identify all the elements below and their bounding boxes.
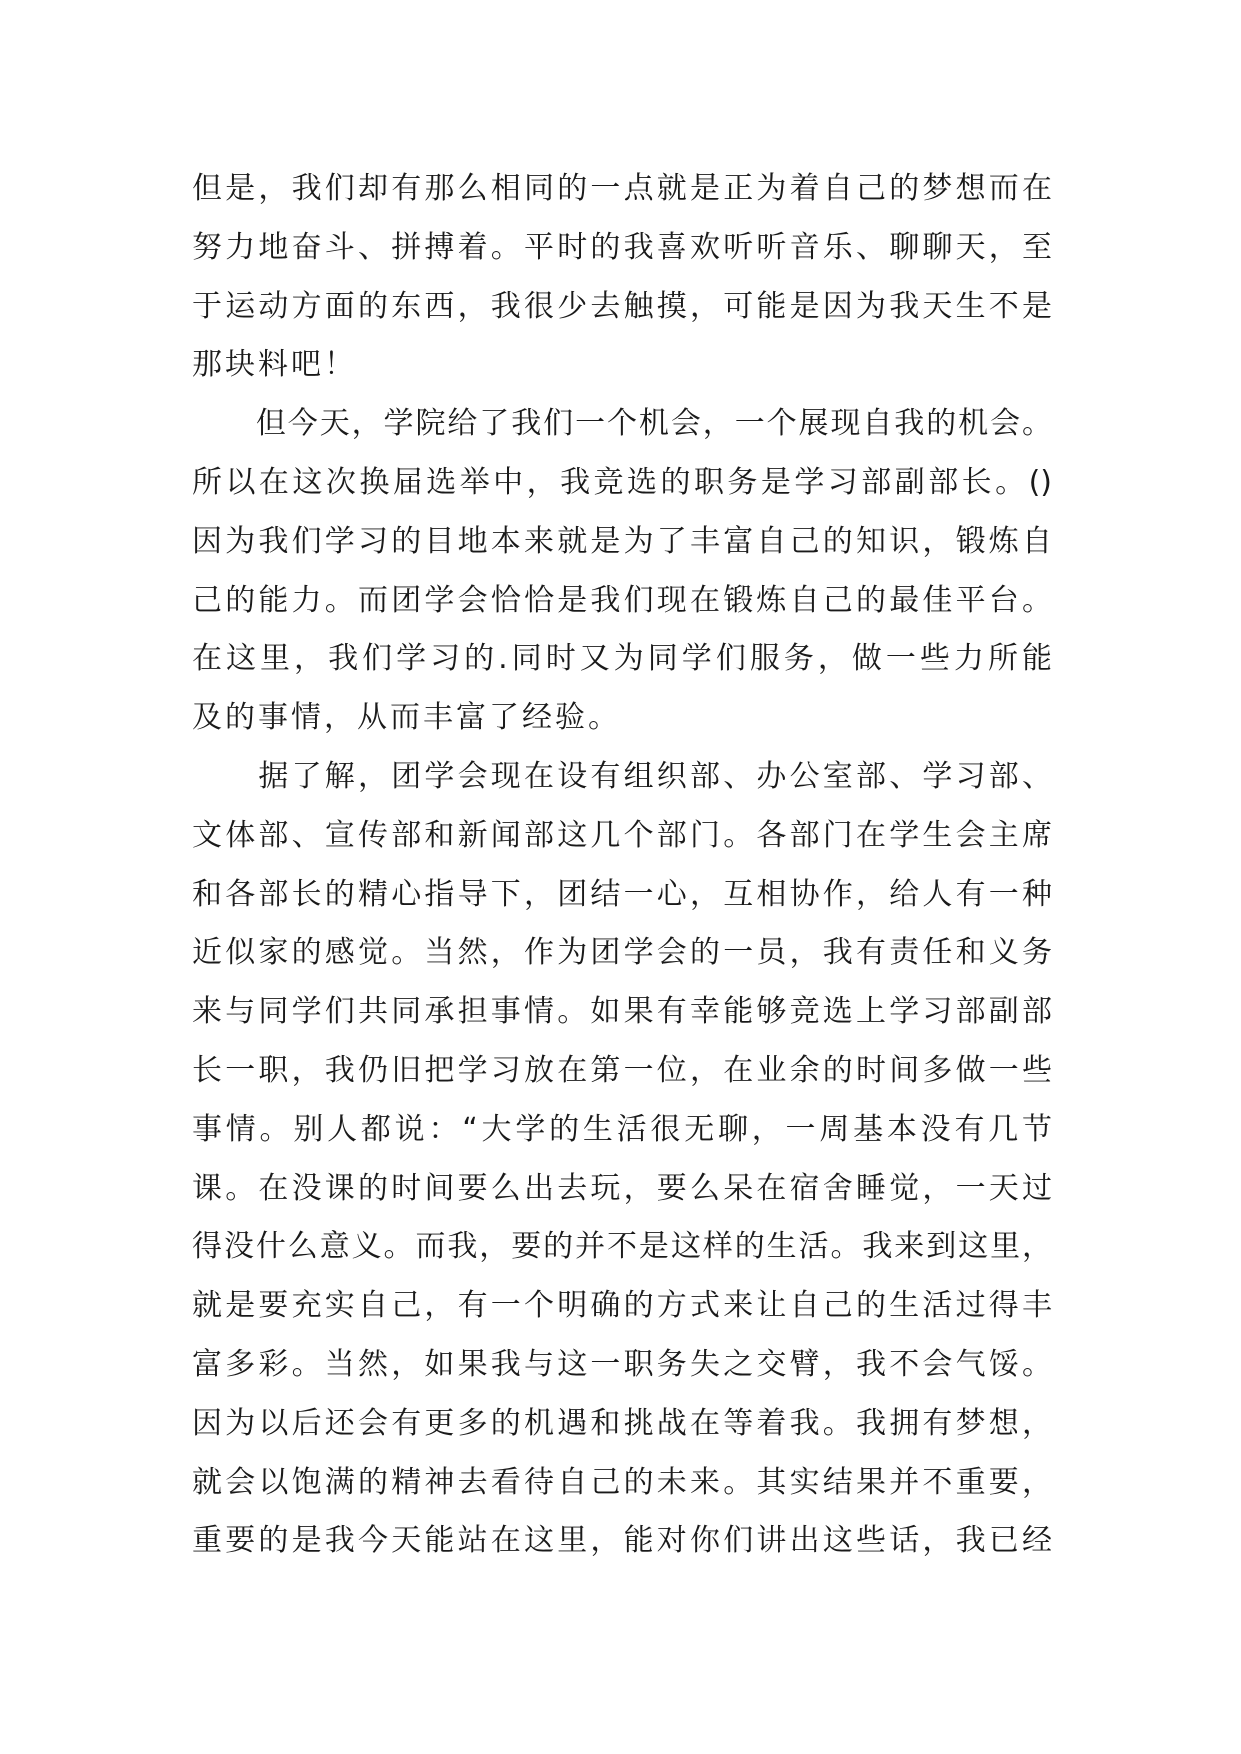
text-line: 那块料吧！ bbox=[192, 347, 357, 383]
text-line: 己的能力。而团学会恰恰是我们现在锻炼自己的最佳平台。 bbox=[192, 582, 1052, 618]
text-line: 重要的是我今天能站在这里，能对你们讲出这些话，我已经 bbox=[192, 1523, 1052, 1559]
text-line: 来与同学们共同承担事情。如果有幸能够竞选上学习部副部 bbox=[192, 994, 1052, 1030]
body-text bbox=[192, 160, 1052, 1571]
text-line: 因为我们学习的目地本来就是为了丰富自己的知识，锻炼自 bbox=[192, 523, 1052, 559]
text-line: 但是，我们却有那么相同的一点就是正为着自己的梦想而在 bbox=[192, 171, 1052, 206]
text-line: 得没什么意义。而我，要的并不是这样的生活。我来到这里， bbox=[192, 1229, 1052, 1265]
text-line: 近似家的感觉。当然，作为团学会的一员，我有责任和义务 bbox=[192, 935, 1052, 971]
text-line: 所以在这次换届选举中，我竞选的职务是学习部副部长。() bbox=[192, 464, 1052, 500]
text-line: 和各部长的精心指导下，团结一心，互相协作，给人有一种 bbox=[192, 876, 1052, 912]
text-line: 但今天，学院给了我们一个机会，一个展现自我的机会。 bbox=[192, 406, 1052, 442]
text-line: 课。在没课的时间要么出去玩，要么呆在宿舍睡觉，一天过 bbox=[192, 1170, 1052, 1206]
text-line: 就是要充实自己，有一个明确的方式来让自己的生活过得丰 bbox=[192, 1288, 1052, 1324]
text-line: 因为以后还会有更多的机遇和挑战在等着我。我拥有梦想， bbox=[192, 1405, 1052, 1441]
text-line: 努力地奋斗、拼搏着。平时的我喜欢听听音乐、聊聊天，至 bbox=[192, 229, 1052, 265]
text-line: 于运动方面的东西，我很少去触摸，可能是因为我天生不是 bbox=[192, 288, 1052, 324]
text-line: 在这里，我们学习的.同时又为同学们服务，做一些力所能 bbox=[192, 641, 1052, 677]
text-line: 及的事情，从而丰富了经验。 bbox=[192, 700, 621, 736]
text-line: 事情。别人都说：“大学的生活很无聊，一周基本没有几节 bbox=[192, 1111, 1052, 1147]
text-line: 文体部、宣传部和新闻部这几个部门。各部门在学生会主席 bbox=[192, 817, 1052, 853]
text-line: 富多彩。当然，如果我与这一职务失之交臂，我不会气馁。 bbox=[192, 1346, 1052, 1382]
text-line: 据了解，团学会现在设有组织部、办公室部、学习部、 bbox=[192, 758, 1052, 794]
text-line: 就会以饱满的精神去看待自己的未来。其实结果并不重要， bbox=[192, 1464, 1052, 1500]
text-line: 长一职，我仍旧把学习放在第一位，在业余的时间多做一些 bbox=[192, 1052, 1052, 1088]
